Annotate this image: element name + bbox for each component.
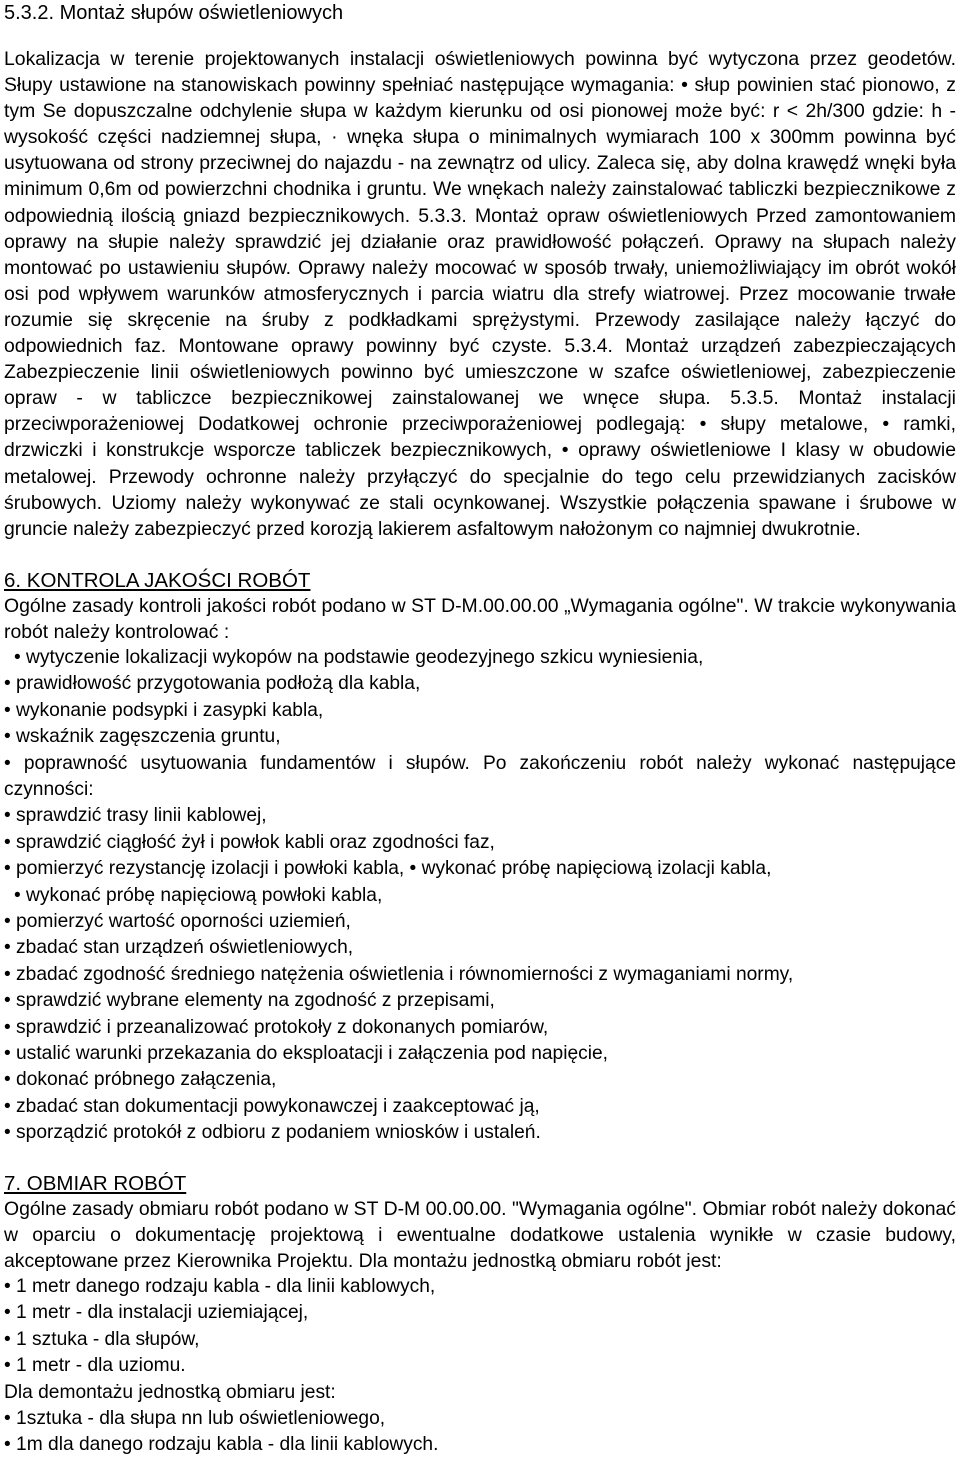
list-item: • pomierzyć wartość oporności uziemień, [4,911,351,933]
list-item: • 1 metr danego rodzaju kabla - dla linii kablowych, [4,1275,436,1297]
section-heading: 5.3.2. Montaż słupów oświetleniowych [4,2,344,24]
list-item: • wykonanie podsypki i zasypki kabla, [4,699,324,721]
list-item: • 1sztuka - dla słupa nn lub oświetleniowego, [4,1408,386,1429]
section-7 [4,1171,956,1459]
demontaz-label: Dla demontażu jednostką obmiaru jest: [4,1381,336,1403]
list-item: • 1m dla danego rodzaju kabla - dla linii kablowych. [4,1434,439,1456]
list-item: • zbadać stan dokumentacji powykonawczej i zaakceptować ją, [4,1095,540,1117]
list-item: • 1 sztuka - dla słupów, [4,1328,200,1350]
list-item: • zbadać zgodność średniego natężenia oświetlenia i równomierności z wymaganiami normy, [4,963,794,985]
list-item: • sprawdzić i przeanalizować protokoły z dokonanych pomiarów, [4,1016,549,1038]
list-item: • wykonać próbę napięciową powłoki kabla, [14,884,383,906]
list-item: • zbadać stan urządzeń oświetleniowych, [4,937,354,959]
list-item: • wskaźnik zagęszczenia gruntu, [4,726,281,748]
list-item: • sporządzić protokół z odbioru z podaniem wniosków i ustaleń. [4,1122,541,1144]
list-item: • dokonać próbnego załączenia, [4,1069,277,1091]
section-7-intro: Ogólne zasady obmiaru robót podano w ST D-M 00.00.00. "Wymagania ogólne". Obmiar robót należy dokonać w oparciu o dokumentację projektową i ewentualne dodatkowe ustalenia wynikłe w czasie budowy, akceptowane przez Kierownika Projektu. Dla montażu jednostką obmiaru robót jest: [4,1197,956,1272]
list-item: • sprawdzić ciągłość żył i powłok kabli oraz zgodności faz, [4,831,495,853]
section-6-title: 6. KONTROLA JAKOŚCI ROBÓT [4,568,311,592]
list-item: • pomierzyć rezystancję izolacji i powłoki kabla, • wykonać próbę napięciową izolacji kabla, [4,858,772,880]
list-item: • sprawdzić wybrane elementy na zgodność z przepisami, [4,990,495,1012]
list-item: • poprawność usytuowania fundamentów i słupów. Po zakończeniu robót należy wykonać następujące czynności: [4,752,956,800]
section-7-title: 7. OBMIAR ROBÓT [4,1171,187,1195]
list-item: • prawidłowość przygotowania podłożą dla kabla, [4,673,421,695]
list-item: • 1 metr - dla uziomu. [4,1355,186,1377]
list-item: • 1 metr - dla instalacji uziemiającej, [4,1302,309,1324]
list-item: • ustalić warunki przekazania do eksploatacji i załączenia pod napięcie, [4,1043,609,1065]
section-6 [4,568,956,1147]
list-item: • sprawdzić trasy linii kablowej, [4,805,267,827]
section-6-intro: Ogólne zasady kontroli jakości robót podano w ST D-M.00.00.00 „Wymagania ogólne". W trakcie wykonywania robót należy kontrolować : [4,594,956,643]
list-item: • wytyczenie lokalizacji wykopów na podstawie geodezyjnego szkicu wyniesienia, [14,646,704,668]
intro-paragraph: Lokalizacja w terenie projektowanych instalacji oświetleniowych powinna być wytyczona przez geodetów. Słupy ustawione na stanowiskach powinny spełniać następujące wymagania: • słup powinien stać pionowo, z tym Se dopuszczalne odchylenie słupa w każdym kierunku od osi pionowej może być: r < 2h/300 gdzie: h - wysokość części nadziemnej słupa, · wnęka słupa o minimalnych wymiarach 100 x 300mm powinna być usytuowana od strony przeciwnej do najazdu - na zewnątrz od ulicy. Zaleca się, aby dolna krawędź wnęki była minimum 0,6m od powierzchni chodnika i gruntu. We wnękach należy zainstalować tabliczki bezpiecznikowe z odpowiednią ilością gniazd bezpiecznikowych. 5.3.3. Montaż opraw oświetleniowych Przed zamontowaniem oprawy na słupie należy sprawdzić jej działanie oraz prawidłowość połączeń. Oprawy na słupach należy montować po ustawieniu słupów. Oprawy należy mocować w sposób trwały, uniemożliwiający im obrót wokół osi pod wpływem warunków atmosferycznych i parcia wiatru dla strefy wiatrowej. Przez mocowanie trwałe rozumie się skręcenie na śruby z podkładkami sprężystymi. Przewody zasilające należy łączyć do odpowiednich faz. Montowane oprawy powinny być czyste. 5.3.4. Montaż urządzeń zabezpieczających Zabezpieczenie linii oświetleniowych powinno być umieszczone w szafce oświetleniowej, zabezpieczenie opraw - w tabliczce bezpiecznikowej zainstalowanej we wnęce słupa. 5.3.5. Montaż instalacji przeciwporażeniowej Dodatkowej ochronie przeciwporażeniowej podlegają: • słupy metalowe, • ramki, drzwiczki i konstrukcje wsporcze tabliczek bezpiecznikowych, • oprawy oświetleniowe I klasy w obudowie metalowej. Przewody ochronne należy przyłączyć do specjalnie do tego celu przewidzianych zacisków śrubowych. Uziomy należy wykonywać ze stali ocynkowanej. Wszystkie połączenia spawane i śrubowe w gruncie należy zabezpieczyć przed korozją lakierem asfaltowym nałożonym co najmniej dwukrotnie. [4,48,956,540]
